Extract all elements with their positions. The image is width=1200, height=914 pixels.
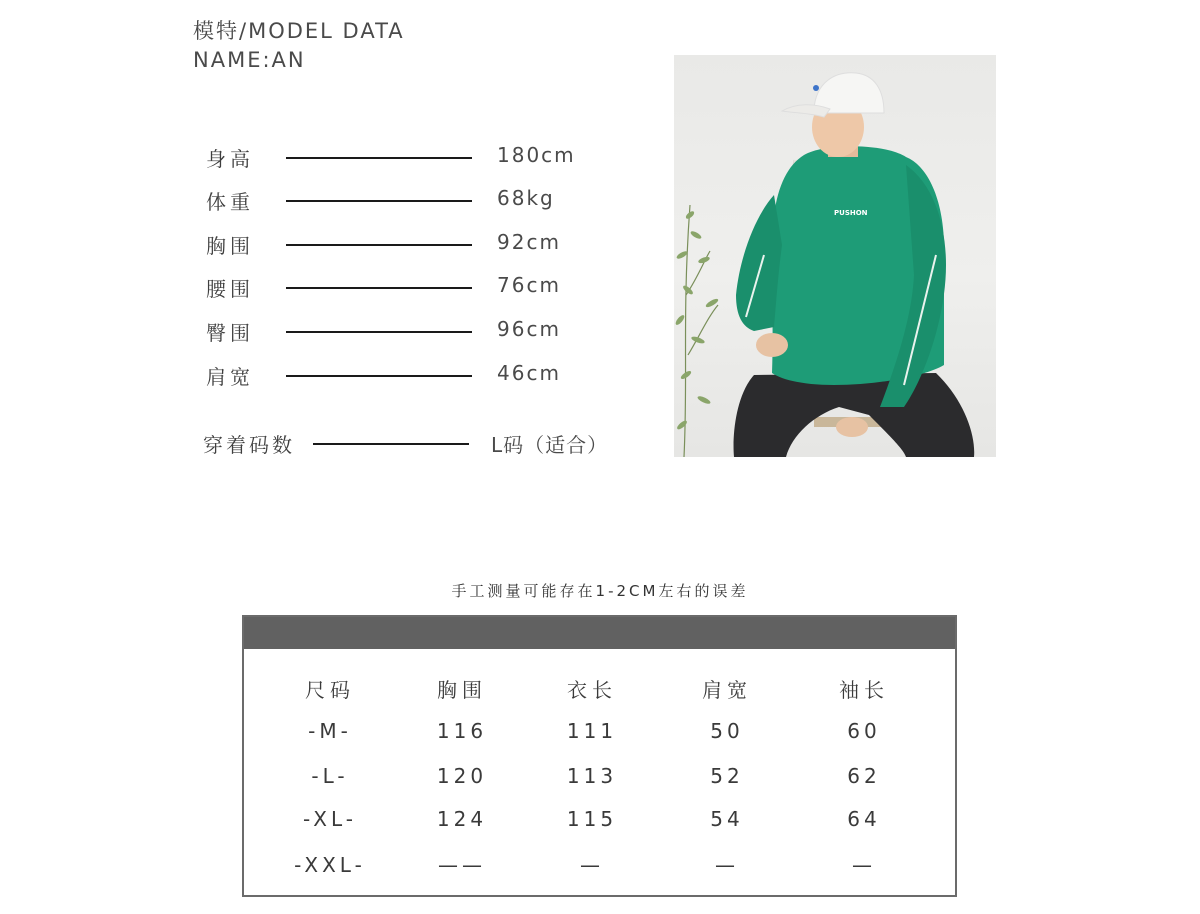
divider-line <box>286 157 472 159</box>
table-cell: —— <box>438 853 486 877</box>
table-cell: — <box>580 853 604 877</box>
stat-value: 92cm <box>497 230 561 254</box>
stat-label: 胸围 <box>206 234 254 258</box>
table-cell: -XL- <box>303 807 357 831</box>
model-photo <box>674 55 996 457</box>
table-cell: -L- <box>311 764 349 788</box>
stat-label: 体重 <box>206 190 254 214</box>
stat-label: 肩宽 <box>206 365 254 389</box>
table-cell: -XXL- <box>294 853 366 877</box>
divider-line <box>286 375 472 377</box>
stat-fit-size <box>0 429 700 457</box>
stat-chest <box>0 230 700 258</box>
stat-value: 180cm <box>497 143 576 167</box>
table-header-cell: 衣长 <box>567 678 617 702</box>
size-table <box>242 615 957 897</box>
divider-line <box>286 200 472 202</box>
table-cell: 115 <box>566 807 618 831</box>
stat-waist <box>0 273 700 301</box>
stat-hip <box>0 317 700 345</box>
model-illustration <box>674 55 996 457</box>
table-cell: 124 <box>436 807 488 831</box>
stat-label: 腰围 <box>206 277 254 301</box>
table-header-bar <box>244 617 955 649</box>
stat-height <box>0 143 700 171</box>
table-cell: 116 <box>436 719 488 743</box>
table-cell: 120 <box>436 764 488 788</box>
stat-value: 46cm <box>497 361 561 385</box>
divider-line <box>313 443 469 445</box>
table-cell: 64 <box>847 807 881 831</box>
stat-label: 穿着码数 <box>203 433 295 457</box>
model-name: NAME:AN <box>193 48 306 72</box>
table-cell: — <box>852 853 876 877</box>
shirt-logo-text: PUSHON <box>834 209 868 217</box>
table-cell: — <box>715 853 739 877</box>
stat-label: 身高 <box>206 147 254 171</box>
table-header-cell: 袖长 <box>839 678 889 702</box>
table-cell: 60 <box>847 719 881 743</box>
stat-shoulder <box>0 361 700 389</box>
table-header-cell: 尺码 <box>305 678 355 702</box>
table-cell: 52 <box>710 764 744 788</box>
stat-label: 臀围 <box>206 321 254 345</box>
stat-value: L码（适合） <box>491 433 609 457</box>
table-header-cell: 肩宽 <box>702 678 752 702</box>
stat-weight <box>0 186 700 214</box>
table-cell: 111 <box>566 719 618 743</box>
table-cell: 62 <box>847 764 881 788</box>
divider-line <box>286 287 472 289</box>
model-data-title: 模特/MODEL DATA <box>193 19 405 43</box>
table-cell: 113 <box>566 764 618 788</box>
divider-line <box>286 244 472 246</box>
table-cell: 50 <box>710 719 744 743</box>
divider-line <box>286 331 472 333</box>
table-cell: 54 <box>710 807 744 831</box>
stat-value: 76cm <box>497 273 561 297</box>
stat-value: 96cm <box>497 317 561 341</box>
measurement-note: 手工测量可能存在1-2CM左右的误差 <box>451 582 749 600</box>
stat-value: 68kg <box>497 186 555 210</box>
table-cell: -M- <box>308 719 352 743</box>
table-header-cell: 胸围 <box>437 678 487 702</box>
